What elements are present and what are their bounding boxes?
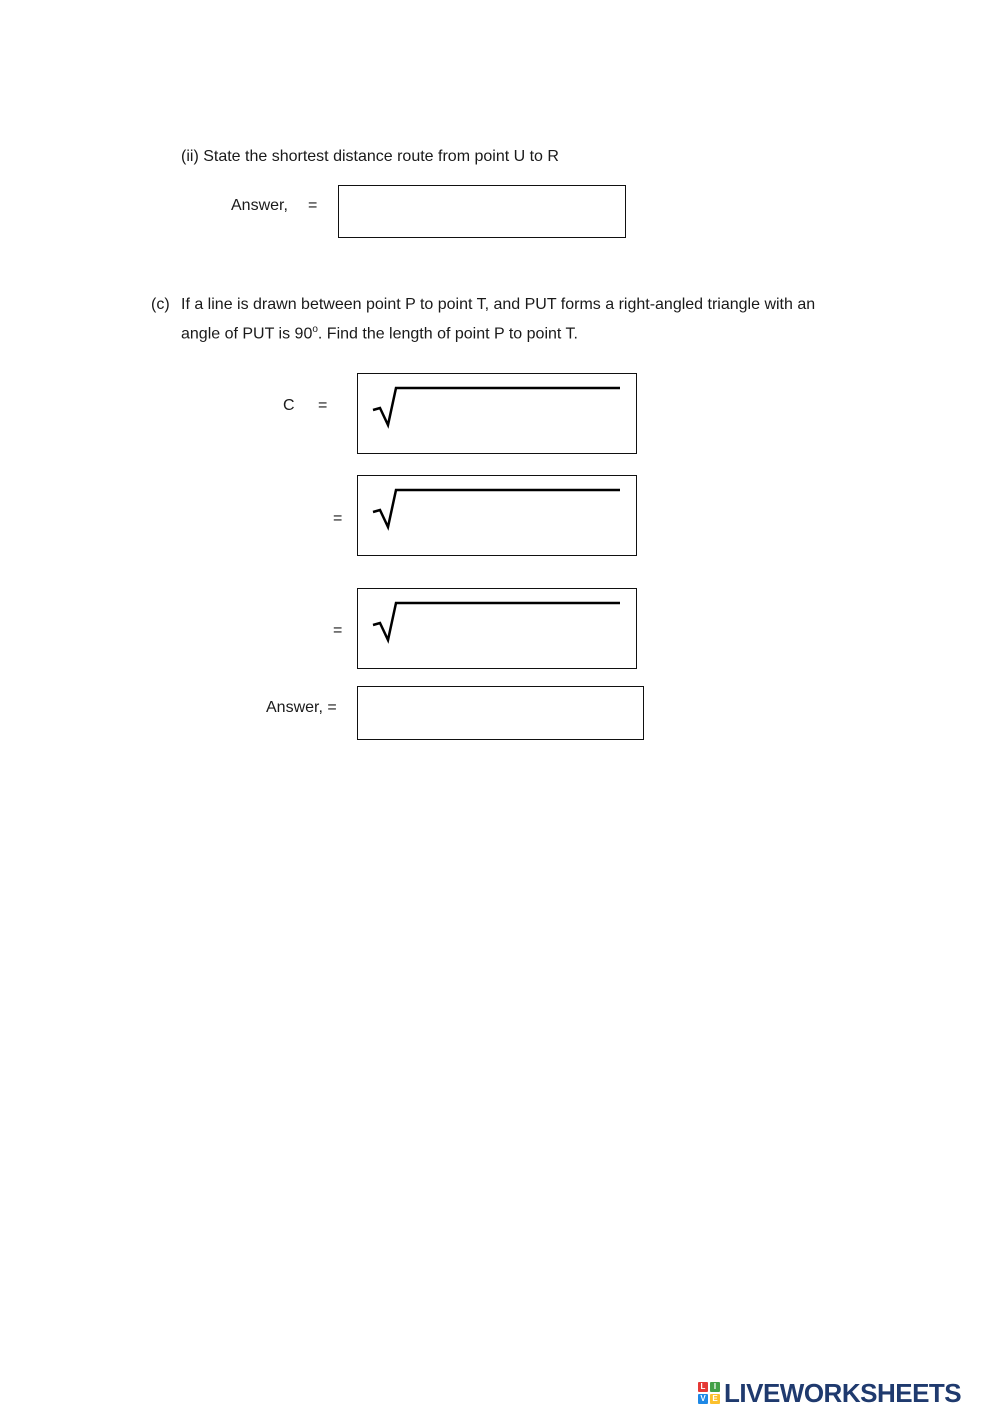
sqrt-box-3 [357,588,637,669]
question-c-line2-post: . Find the length of point P to point T. [317,325,578,343]
c-label: C [283,397,295,414]
answer-ii-label: Answer, [231,197,288,214]
answer-c-input[interactable] [358,687,643,739]
logo-block-e: E [710,1394,720,1404]
row1-equals: = [318,397,328,414]
answer-ii-box [338,185,626,238]
question-c-line2-pre: angle of PUT is 90 [181,325,313,343]
sqrt-input-1[interactable] [400,394,624,436]
sqrt-input-2[interactable] [400,496,624,538]
logo-text: LIVEWORKSHEETS [724,1377,962,1408]
sqrt-box-1 [357,373,637,454]
answer-ii-input[interactable] [339,186,625,237]
liveworksheets-logo [698,1378,961,1408]
sqrt-input-3[interactable] [400,609,624,651]
degree-superscript: o [312,324,318,335]
question-ii-text: (ii) State the shortest distance route from point U to R [181,148,559,165]
answer-c-label: Answer, = [266,699,337,716]
logo-blocks-icon [698,1382,720,1404]
question-c-line2 [181,320,578,344]
question-c-marker: (c) [151,296,170,313]
answer-ii-equals: = [308,197,318,214]
sqrt-box-2 [357,475,637,556]
logo-block-l: L [698,1382,708,1392]
question-c-line1: If a line is drawn between point P to point T, and PUT forms a right-angled triangle with an [181,296,816,313]
logo-block-v: V [698,1394,708,1404]
row2-equals: = [333,510,343,527]
row3-equals: = [333,622,343,639]
logo-block-i: I [710,1382,720,1392]
answer-c-box [357,686,644,740]
